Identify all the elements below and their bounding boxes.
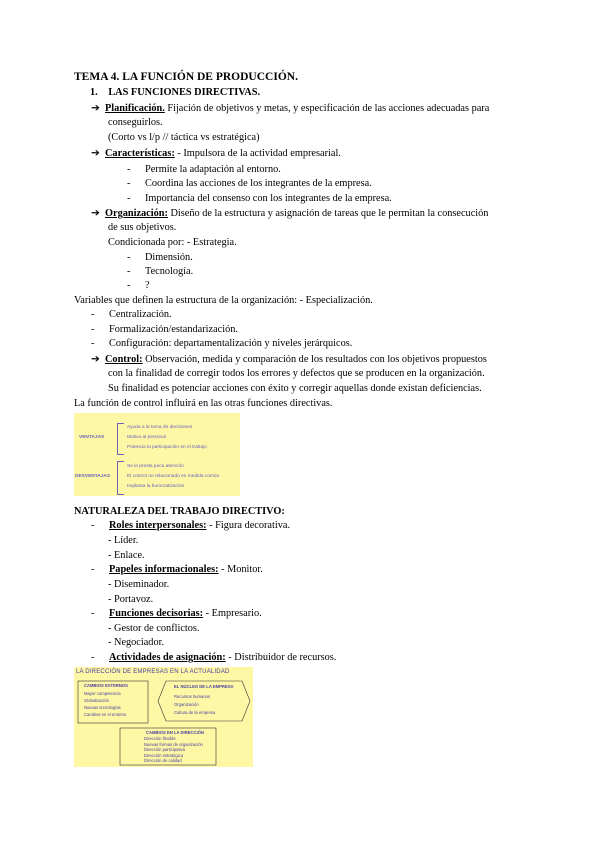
control-line1 <box>91 353 487 366</box>
desventajas-list <box>127 462 219 492</box>
list-item: Nuevas tecnologías <box>84 705 121 710</box>
list-item: - Dimensión. <box>127 252 193 263</box>
list-item: - Tecnología. <box>127 266 194 277</box>
caracteristicas-text: - Impulsora de la actividad empresarial. <box>174 148 341 159</box>
ventajas-brace <box>117 423 124 455</box>
page-title: TEMA 4. LA FUNCIÓN DE PRODUCCIÓN. <box>74 71 298 83</box>
arrow-right-icon: ➔ <box>91 103 100 114</box>
caracteristicas-line <box>91 147 341 160</box>
list-item: Recursos humanos <box>174 694 211 699</box>
box1-list <box>84 690 126 718</box>
figure2-title: LA DIRECCIÓN DE EMPRESAS EN LA ACTUALIDAD <box>76 669 230 675</box>
control-text: Observación, medida y comparación de los resultados con los objetivos propuestos <box>142 354 487 365</box>
role-line: - Roles interpersonales: - Figura decorativa. <box>91 520 291 531</box>
figure-ventajas-desventajas <box>74 413 240 496</box>
list-item: - Coordina las acciones de los integrantes de la empresa. <box>127 178 372 189</box>
control-line3: Su finalidad es potenciar acciones con éxito y corregir aquellas donde existan deficiencias. <box>108 383 482 394</box>
box2-title: EL NÚCLEO DE LA EMPRESA <box>174 684 234 689</box>
planificacion-note: (Corto vs l/p // táctica vs estratégica) <box>108 132 260 143</box>
figure-direccion-empresas <box>74 667 253 767</box>
role-sub: - Enlace. <box>108 550 145 561</box>
list-item: Cambios en el entorno <box>84 712 127 717</box>
list-item: Potencia la participación en el trabajo <box>127 445 207 450</box>
arrow-right-icon: ➔ <box>91 354 100 365</box>
list-item: - Centralización. <box>91 309 172 320</box>
list-item: Motiva al personal <box>127 435 166 440</box>
arrow-right-icon: ➔ <box>91 148 100 159</box>
list-item: Implanta la burocratización <box>127 484 185 489</box>
list-item: Cultura de la empresa <box>174 710 216 715</box>
list-item: - Formalización/estandarización. <box>91 324 238 335</box>
caracteristicas-label: Características: <box>105 148 175 159</box>
list-item: - Configuración: departamentalización y niveles jerárquicos. <box>91 338 353 349</box>
control-label: Control: <box>105 354 143 365</box>
box1-title: CAMBIOS EXTERNOS <box>84 683 128 688</box>
box2-list <box>174 693 215 717</box>
planificacion-line2: conseguirlos. <box>108 117 163 128</box>
ventajas-label: VENTAJAS <box>79 435 105 440</box>
section1-number: 1. <box>90 87 98 98</box>
arrow-right-icon: ➔ <box>91 208 100 219</box>
role-sub: - Portavoz. <box>108 594 154 605</box>
list-item: El control no relacionado en medida común <box>127 474 220 479</box>
list-item: Ayuda a la toma de decisiones <box>127 425 193 430</box>
list-item: Dirección estratégica <box>144 752 184 758</box>
role-line: - Funciones decisorias: - Empresario. <box>91 608 262 619</box>
organizacion-line3: Condicionada por: - Estrategia. <box>108 237 237 248</box>
list-item: Se le presta poca atención <box>127 464 184 469</box>
desventajas-brace <box>117 461 124 495</box>
list-item: Dirección de calidad <box>144 758 182 763</box>
organizacion-label: Organización: <box>105 208 168 219</box>
variables-line: Variables que definen la estructura de la organización: - Especialización. <box>74 295 373 306</box>
desventajas-label: DESVENTAJAS <box>75 474 111 479</box>
organizacion-line1 <box>91 207 488 220</box>
list-item: - ? <box>127 280 150 291</box>
list-item: Globalización <box>84 698 110 703</box>
section1-title: LAS FUNCIONES DIRECTIVAS. <box>108 87 261 98</box>
list-item: - Importancia del consenso con los integrantes de la empresa. <box>127 193 392 204</box>
box3-list <box>144 736 203 764</box>
list-item: - Permite la adaptación al entorno. <box>127 164 281 175</box>
role-sub: - Gestor de conflictos. <box>108 623 200 634</box>
box3-title: CAMBIOS EN LA DIRECCIÓN <box>146 730 205 735</box>
ventajas-list <box>127 423 207 453</box>
role-line: - Actividades de asignación: - Distribuidor de recursos. <box>91 652 337 663</box>
role-sub: - Diseminador. <box>108 579 170 590</box>
list-item: Dirección participativa <box>144 747 185 752</box>
control-line2: con la finalidad de corregir todos los errores y defectos que se producen en la organización. <box>108 368 485 379</box>
list-item: Mayor competencia <box>84 691 121 696</box>
role-line: - Papeles informacionales: - Monitor. <box>91 564 263 575</box>
section1-heading <box>90 86 260 99</box>
organizacion-line2: de sus objetivos. <box>108 222 177 233</box>
role-sub: - Líder. <box>108 535 139 546</box>
list-item: Organización <box>174 702 199 707</box>
planificacion-line1 <box>91 102 489 115</box>
control-influence: La función de control influirá en las otras funciones directivas. <box>74 398 333 409</box>
planificacion-label: Planificación. <box>105 103 165 114</box>
list-item: Dirección flexible <box>144 736 176 741</box>
planificacion-text: Fijación de objetivos y metas, y especificación de las acciones adecuadas para <box>164 103 490 114</box>
organizacion-text: Diseño de la estructura y asignación de tareas que le permitan la consecución <box>167 208 489 219</box>
role-sub: - Negociador. <box>108 637 165 648</box>
section2-heading: NATURALEZA DEL TRABAJO DIRECTIVO: <box>74 506 285 517</box>
list-item: Nuevas formas de organización <box>144 741 203 747</box>
